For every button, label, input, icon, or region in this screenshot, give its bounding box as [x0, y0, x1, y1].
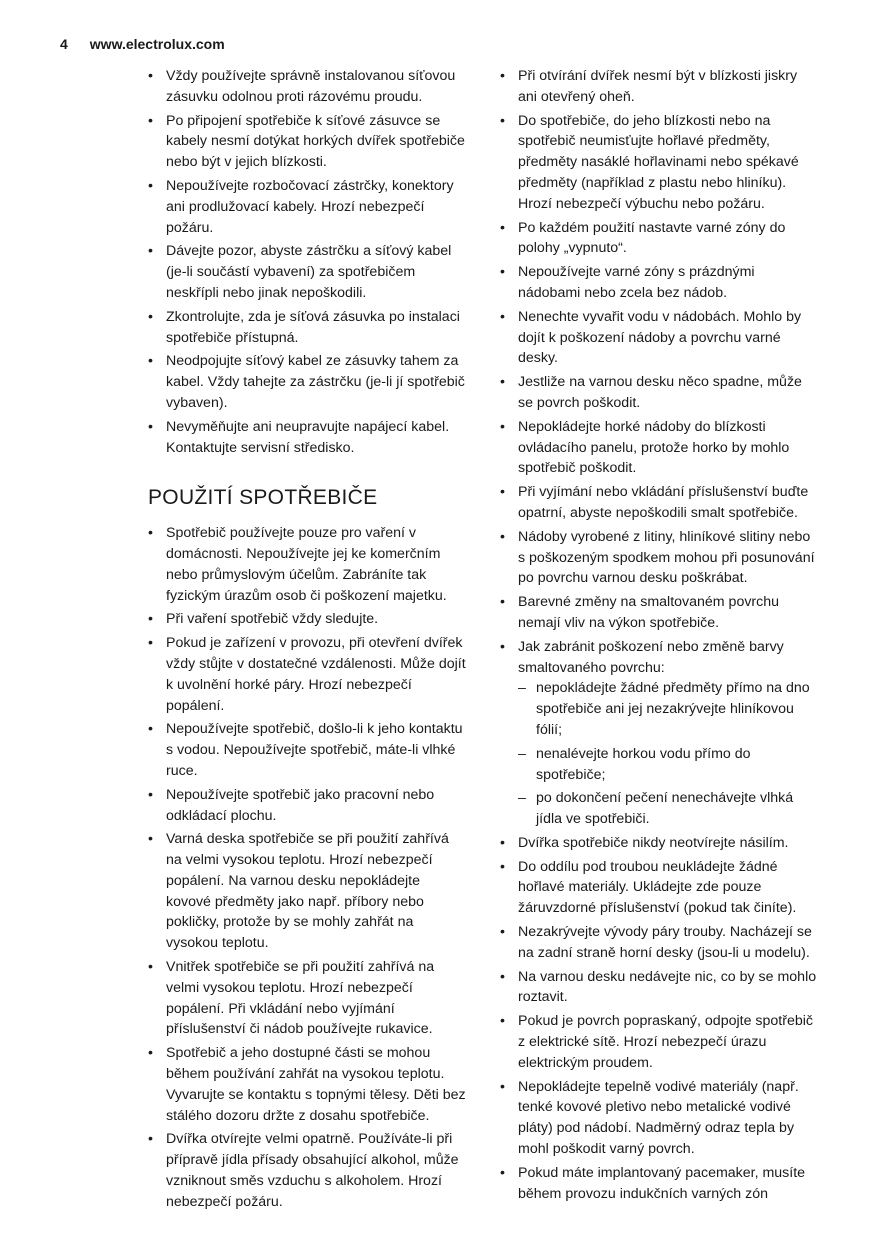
- list-item: • Nepokládejte horké nádoby do blízkosti ovládacího panelu, protože horko by mohlo spotřebič poškodit.: [500, 417, 818, 479]
- list-item: • Spotřebič používejte pouze pro vaření v domácnosti. Nepoužívejte jej ke komerčním nebo průmyslovým účelům. Zabráníte tak fyzickým úrazům osob či poškození majetku.: [148, 523, 466, 606]
- list-item: • Neodpojujte síťový kabel ze zásuvky tahem za kabel. Vždy tahejte za zástrčku (je-li jí spotřebič vybaven).: [148, 351, 466, 413]
- list-item: • Nezakrývejte vývody páry trouby. Nacházejí se na zadní straně horní desky (jsou-li u modelu).: [500, 922, 818, 964]
- section-title: POUŽITÍ SPOTŘEBIČE: [148, 486, 378, 510]
- list-item: • Dávejte pozor, abyste zástrčku a síťový kabel (je-li součástí vybavení) za spotřebičem neskřípli nebo jinak nepoškodili.: [148, 241, 466, 303]
- list-item: • Spotřebič a jeho dostupné části se mohou během používání zahřát na vysokou teplotu. Vyvarujte se kontaktu s topnými tělesy. Děti bez stálého dozoru držte z dosahu spotřebiče.: [148, 1043, 466, 1126]
- list-item: • Zkontrolujte, zda je síťová zásuvka po instalaci spotřebiče přístupná.: [148, 307, 466, 349]
- list-item: • Nevyměňujte ani neupravujte napájecí kabel. Kontaktujte servisní středisko.: [148, 417, 466, 459]
- list-item: • Nepoužívejte spotřebič jako pracovní nebo odkládací plochu.: [148, 785, 466, 827]
- enamel-sub-list: [518, 678, 818, 830]
- usage-list-continued: [500, 66, 818, 1204]
- page-number: 4: [60, 36, 68, 52]
- list-item: • Dvířka otvírejte velmi opatrně. Používáte-li při přípravě jídla přísady obsahující alkohol, může vzniknout směs vzduchu s alkoholem. Hrozí nebezpečí požáru.: [148, 1129, 466, 1212]
- header-url: www.electrolux.com: [89, 36, 225, 52]
- list-item: • Nepoužívejte spotřebič, došlo-li k jeho kontaktu s vodou. Nepoužívejte spotřebič, máte-li vlhké ruce.: [148, 719, 466, 781]
- page-header: [60, 36, 225, 52]
- sub-list-item: – po dokončení pečení nenechávejte vlhká jídla ve spotřebiči.: [518, 788, 818, 830]
- list-item: • Do spotřebiče, do jeho blízkosti nebo na spotřebič neumisťujte hořlavé předměty, předměty nasáklé hořlavinami nebo spékavé předměty (například z plastu nebo hliníku). Hrozí nebezpečí výbuchu nebo požáru.: [500, 111, 818, 215]
- usage-list: [148, 523, 466, 1213]
- list-item: • Vždy používejte správně instalovanou síťovou zásuvku odolnou proti rázovému proudu.: [148, 66, 466, 108]
- list-item: • Po připojení spotřebiče k síťové zásuvce se kabely nesmí dotýkat horkých dvířek spotřebiče nebo být v jejich blízkosti.: [148, 111, 466, 173]
- list-item-text: Jak zabránit poškození nebo změně barvy smaltovaného povrchu:: [518, 638, 784, 676]
- left-column: [148, 66, 466, 1216]
- list-item: • Vnitřek spotřebiče se při použití zahřívá na velmi vysokou teplotu. Hrozí nebezpečí popálení. Při vkládání nebo vyjímání příslušenství či nádob používejte rukavice.: [148, 957, 466, 1040]
- list-item: • Při vaření spotřebič vždy sledujte.: [148, 609, 466, 630]
- list-item: • Po každém použití nastavte varné zóny do polohy „vypnuto“.: [500, 218, 818, 260]
- list-item: • Jestliže na varnou desku něco spadne, může se povrch poškodit.: [500, 372, 818, 414]
- list-item: • Při vyjímání nebo vkládání příslušenství buďte opatrní, abyste nepoškodili smalt spotřebiče.: [500, 482, 818, 524]
- list-item: • Na varnou desku nedávejte nic, co by se mohlo roztavit.: [500, 967, 818, 1009]
- list-item: • Dvířka spotřebiče nikdy neotvírejte násilím.: [500, 833, 818, 854]
- right-column: [500, 66, 818, 1207]
- list-item: • Pokud je zařízení v provozu, při otevření dvířek vždy stůjte v dostatečné vzdálenosti. Může dojít k uvolnění horké páry. Hrozí nebezpečí popálení.: [148, 633, 466, 716]
- list-item: • Nepokládejte tepelně vodivé materiály (např. tenké kovové pletivo nebo metalické vodivé pláty) pod nádobí. Nadměrný odraz tepla by mohl poškodit varný povrch.: [500, 1077, 818, 1160]
- sub-list-item: – nepokládejte žádné předměty přímo na dno spotřebiče ani jej nezakrývejte hliníkovou fólií;: [518, 678, 818, 740]
- list-item: • Nádoby vyrobené z litiny, hliníkové slitiny nebo s poškozeným spodkem mohou při posunování po povrchu varnou desku poškrábat.: [500, 527, 818, 589]
- list-item: • Barevné změny na smaltovaném povrchu nemají vliv na výkon spotřebiče.: [500, 592, 818, 634]
- list-item: • Pokud máte implantovaný pacemaker, musíte během provozu indukčních varných zón: [500, 1163, 818, 1205]
- list-item: • Varná deska spotřebiče se při použití zahřívá na velmi vysokou teplotu. Hrozí nebezpečí popálení. Na varnou desku nepokládejte kovové předměty jako např. příbory nebo pokličky, protože by se mohly zahřát na vysokou teplotu.: [148, 829, 466, 954]
- list-item: • Do oddílu pod troubou neukládejte žádné hořlavé materiály. Ukládejte zde pouze žáruvzdorné příslušenství (pokud tak činíte).: [500, 857, 818, 919]
- list-item: • Nenechte vyvařit vodu v nádobách. Mohlo by dojít k poškození nádoby a povrchu varné desky.: [500, 307, 818, 369]
- safety-list: [148, 66, 466, 458]
- list-item: • Nepoužívejte varné zóny s prázdnými nádobami nebo zcela bez nádob.: [500, 262, 818, 304]
- list-item-enamel: [500, 637, 818, 830]
- list-item: • Nepoužívejte rozbočovací zástrčky, konektory ani prodlužovací kabely. Hrozí nebezpečí požáru.: [148, 176, 466, 238]
- list-item: • Při otvírání dvířek nesmí být v blízkosti jiskry ani otevřený oheň.: [500, 66, 818, 108]
- sub-list-item: – nenalévejte horkou vodu přímo do spotřebiče;: [518, 744, 818, 786]
- list-item: • Pokud je povrch popraskaný, odpojte spotřebič z elektrické sítě. Hrozí nebezpečí úrazu elektrickým proudem.: [500, 1011, 818, 1073]
